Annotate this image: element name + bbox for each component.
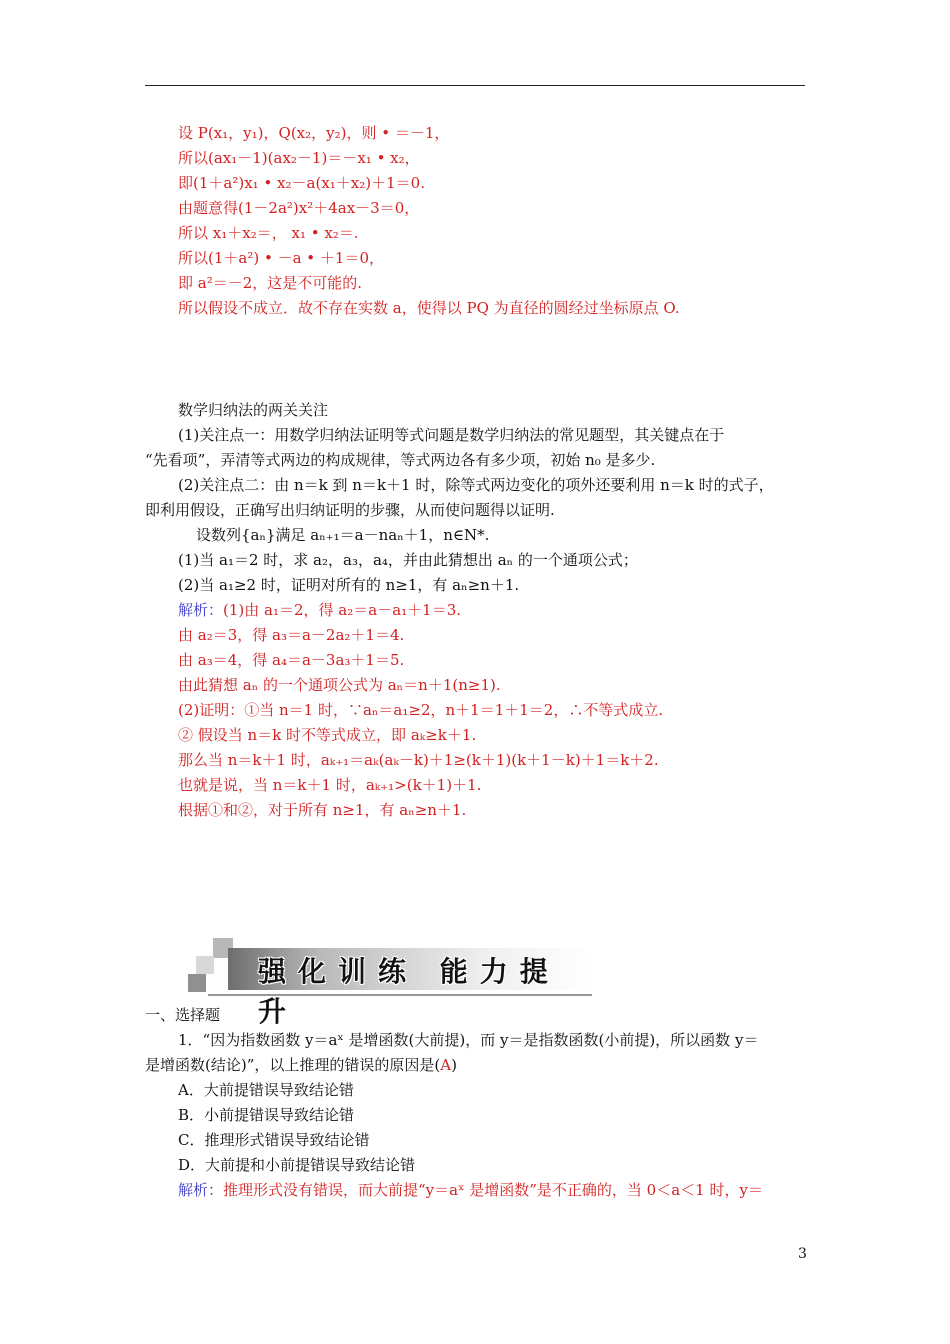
paragraph-line: 即利用假设，正确写出归纳证明的步骤，从而使问题得以证明. — [145, 501, 555, 519]
banner-square-icon — [196, 956, 214, 974]
solution-line: 由 a₂＝3，得 a₃＝a－2a₂＋1＝4. — [178, 626, 405, 644]
section-banner — [188, 930, 594, 1028]
option-b: B．小前提错误导致结论错 — [178, 1106, 355, 1124]
text-line: 所以(1＋a²) • －a • ＋1＝0， — [178, 249, 385, 267]
text-line: 即(1＋a²)x₁ • x₂－a(x₁＋x₂)＋1＝0. — [178, 174, 425, 192]
text-line: 所以(ax₁－1)(ax₂－1)＝－x₁ • x₂， — [178, 149, 420, 167]
paragraph-line: (2)关注点二：由 n＝k 到 n＝k＋1 时，除等式两边变化的项外还要利用 n＝k 时的式子， — [178, 476, 774, 494]
solution-line: (2)证明：①当 n＝1 时，∵aₙ＝a₁≥2，n＋1＝1＋1＝2，∴不等式成立. — [178, 701, 664, 719]
question-text: ) — [451, 1056, 457, 1074]
answer-letter: A — [440, 1056, 452, 1074]
solution-line: 根据①和②，对于所有 n≥1，有 aₙ≥n＋1. — [178, 801, 467, 819]
solution-line: ② 假设当 n＝k 时不等式成立，即 aₖ≥k＋1. — [178, 726, 477, 744]
text-line: 所以假设不成立．故不存在实数 a，使得以 PQ 为直径的圆经过坐标原点 O. — [178, 299, 680, 317]
problem-part: (2)当 a₁≥2 时，证明对所有的 n≥1，有 aₙ≥n＋1. — [178, 576, 520, 594]
problem-part: (1)当 a₁＝2 时，求 a₂，a₃，a₄，并由此猜想出 aₙ 的一个通项公式； — [178, 551, 638, 569]
header-rule — [145, 85, 805, 86]
solution-line: 由此猜想 aₙ 的一个通项公式为 aₙ＝n＋1(n≥1). — [178, 676, 501, 694]
solution-line: 那么当 n＝k＋1 时，aₖ₊₁＝aₖ(aₖ－k)＋1≥(k＋1)(k＋1－k)＋1＝k＋2. — [178, 751, 659, 769]
question-text: 是增函数(结论)”，以上推理的错误的原因是( — [145, 1056, 441, 1074]
question-line: 1．“因为指数函数 y＝aˣ 是增函数(大前提)，而 y＝是指数函数(小前提)，所以函数 y＝ — [178, 1031, 759, 1049]
text-line: 由题意得(1－2a²)x²＋4ax－3＝0， — [178, 199, 420, 217]
page-number: 3 — [798, 1246, 807, 1262]
solution-line: 由 a₃＝4，得 a₄＝a－3a₃＋1＝5. — [178, 651, 405, 669]
exercise-type-heading: 一、选择题 — [145, 1006, 221, 1024]
paragraph-line: (1)关注点一：用数学归纳法证明等式问题是数学归纳法的常见题型，其关键点在于 — [178, 426, 725, 444]
text-line: 即 a²＝－2，这是不可能的. — [178, 274, 363, 292]
solution-line — [178, 600, 810, 620]
text-line: 设 P(x₁，y₁)，Q(x₂，y₂)，则 • ＝－1， — [178, 124, 450, 142]
option-d: D．大前提和小前提错误导致结论错 — [178, 1156, 416, 1174]
solution-label: 解析： — [178, 601, 224, 619]
analysis-label: 解析： — [178, 1181, 224, 1199]
banner-square-icon — [188, 974, 206, 992]
option-c: C．推理形式错误导致结论错 — [178, 1131, 370, 1149]
option-a: A．大前提错误导致结论错 — [178, 1081, 354, 1099]
paragraph-line: “先看项”，弄清等式两边的构成规律，等式两边各有多少项，初始 n₀ 是多少. — [145, 451, 656, 469]
analysis-text: 推理形式没有错误，而大前提“y＝aˣ 是增函数”是不正确的，当 0＜a＜1 时，y＝ — [223, 1181, 763, 1199]
banner-title: 强化训练 能力提升 — [258, 955, 560, 1028]
question-line — [145, 1055, 810, 1075]
problem-statement: 设数列{aₙ}满足 aₙ₊₁＝a－naₙ＋1，n∈N*. — [196, 526, 490, 544]
solution-text: (1)由 a₁＝2，得 a₂＝a－a₁＋1＝3. — [223, 601, 462, 619]
solution-line: 也就是说，当 n＝k＋1 时，aₖ₊₁>(k＋1)＋1. — [178, 776, 482, 794]
text-line: 所以 x₁＋x₂＝， x₁ • x₂＝. — [178, 224, 359, 242]
section-heading: 数学归纳法的两关关注 — [178, 401, 329, 419]
analysis-line — [178, 1180, 810, 1200]
